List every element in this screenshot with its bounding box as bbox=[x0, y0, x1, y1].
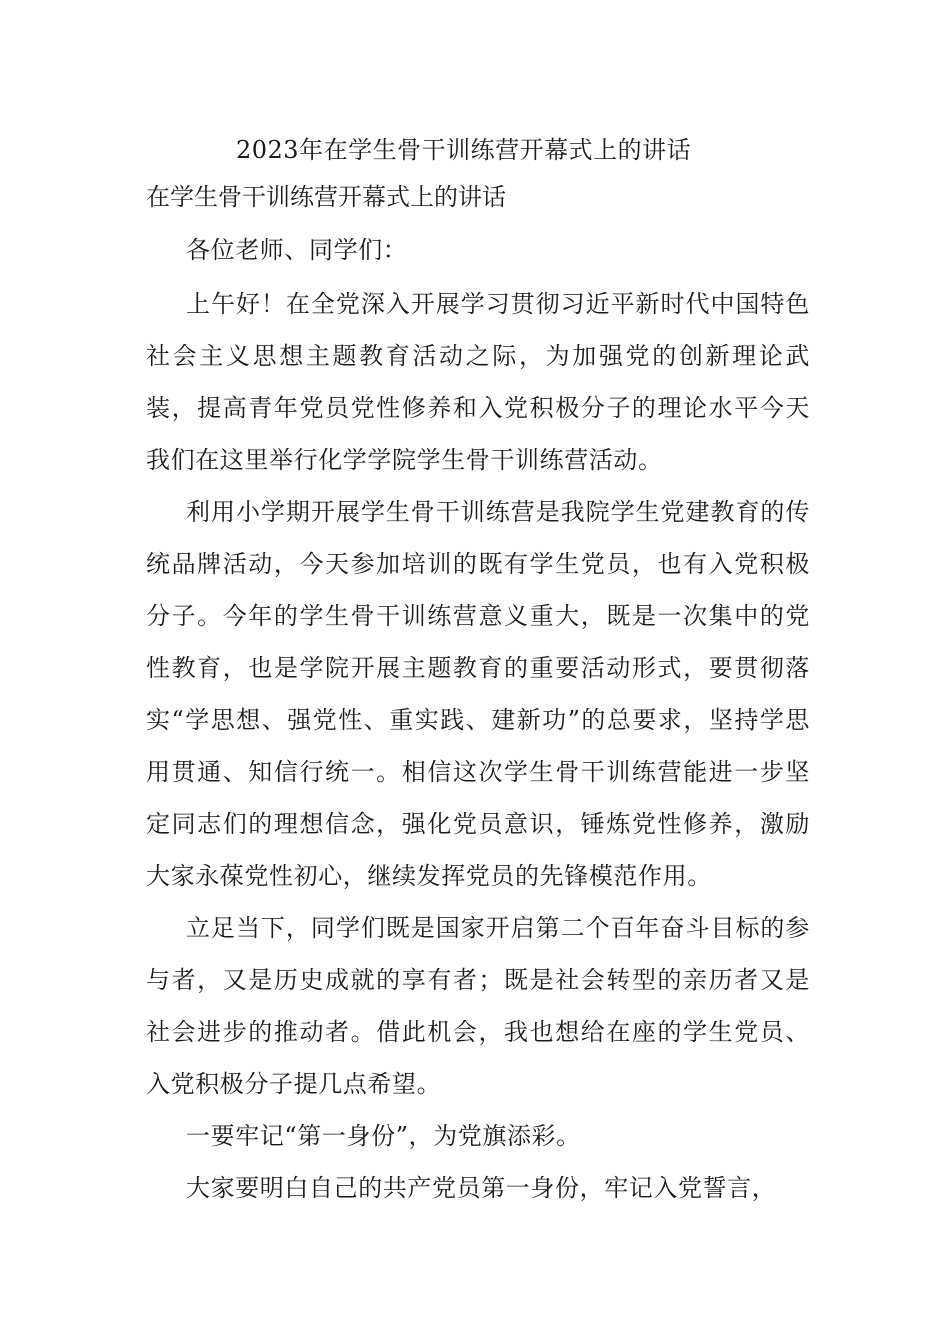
paragraph-first-point-body: 大家要明白自己的共产党员第一身份，牢记入党誓言， bbox=[186, 1174, 777, 1202]
paragraph-training-camp: 利用小学期开展学生骨干训练营是我院学生党建教育的传统品牌活动，今天参加培训的既有学生党员，也有入党积极分子。今年的学生骨干训练营意义重大，既是一次集中的党性教育，也是学院开展主题教育的重要活动形式，要贯彻落实“学思想、强党性、重实践、建新功”的总要求，坚持学思用贯通、知信行统一。相信这次学生骨干训练营能进一步坚定同志们的理想信念，强化党员意识，锤炼党性修养，激励大家永葆党性初心，继续发挥党员的先锋模范作用。 bbox=[146, 498, 810, 890]
document-title: 2023年在学生骨干训练营开幕式上的讲话 bbox=[236, 136, 692, 164]
paragraph-first-point-heading: 一要牢记“第一身份”，为党旗添彩。 bbox=[186, 1122, 581, 1150]
document-page bbox=[146, 128, 810, 1214]
paragraph-hopes: 立足当下，同学们既是国家开启第二个百年奋斗目标的参与者，又是历史成就的享有者；既是社会转型的亲历者又是社会进步的推动者。借此机会，我也想给在座的学生党员、入党积极分子提几点希望。 bbox=[146, 914, 810, 1098]
paragraph-opening: 上午好！在全党深入开展学习贯彻习近平新时代中国特色社会主义思想主题教育活动之际，为加强党的创新理论武装，提高青年党员党性修养和入党积极分子的理论水平今天我们在这里举行化学学院学生骨干训练营活动。 bbox=[146, 290, 810, 474]
document-subtitle: 在学生骨干训练营开幕式上的讲话 bbox=[146, 183, 506, 211]
paragraph-greeting: 各位老师、同学们： bbox=[186, 236, 408, 264]
